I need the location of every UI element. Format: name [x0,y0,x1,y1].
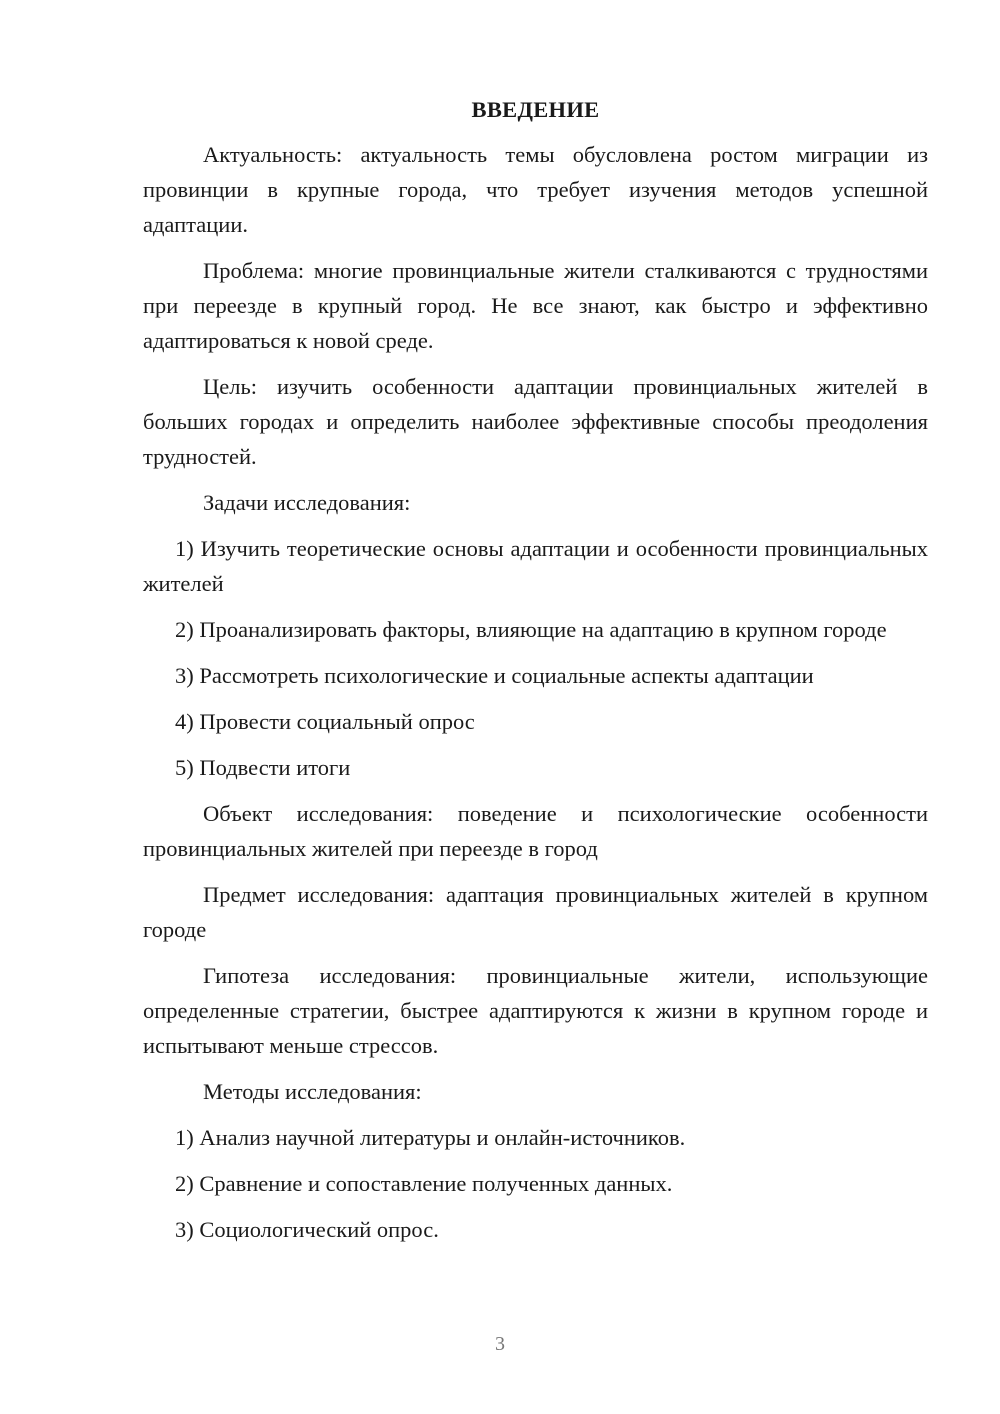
task-item: 3) Рассмотреть психологические и социальные аспекты адаптации [175,663,814,688]
page-number: 3 [495,1333,505,1355]
task-item: 2) Проанализировать факторы, влияющие на адаптацию в крупном городе [175,617,887,642]
method-item: 1) Анализ научной литературы и онлайн-источников. [175,1125,686,1150]
methods-heading: Методы исследования: [203,1079,422,1104]
task-item: 4) Провести социальный опрос [175,709,475,734]
paragraph-hypothesis: Гипотеза исследования: провинциальные жители, использующие определенные стратегии, быстрее адаптируются к жизни в крупном городе и испытывают меньше стрессов. [143,963,928,1058]
paragraph-relevance: Актуальность: актуальность темы обусловлена ростом миграции из провинции в крупные города, что требует изучения методов успешной адаптации. [143,142,928,237]
task-item: 1) Изучить теоретические основы адаптации и особенности провинциальных жителей [143,536,928,596]
document-page [143,92,928,1258]
task-item: 5) Подвести итоги [175,755,351,780]
paragraph-subject: Предмет исследования: адаптация провинциальных жителей в крупном городе [143,882,928,942]
paragraph-problem: Проблема: многие провинциальные жители сталкиваются с трудностями при переезде в крупный город. Не все знают, как быстро и эффективно адаптироваться к новой среде. [143,258,928,353]
tasks-heading: Задачи исследования: [203,490,411,515]
section-title: ВВЕДЕНИЕ [471,97,600,122]
method-item: 3) Социологический опрос. [175,1217,439,1242]
paragraph-object: Объект исследования: поведение и психологические особенности провинциальных жителей при переезде в город [143,801,928,861]
paragraph-goal: Цель: изучить особенности адаптации провинциальных жителей в больших городах и определить наиболее эффективные способы преодоления трудностей. [143,374,928,469]
method-item: 2) Сравнение и сопоставление полученных данных. [175,1171,673,1196]
